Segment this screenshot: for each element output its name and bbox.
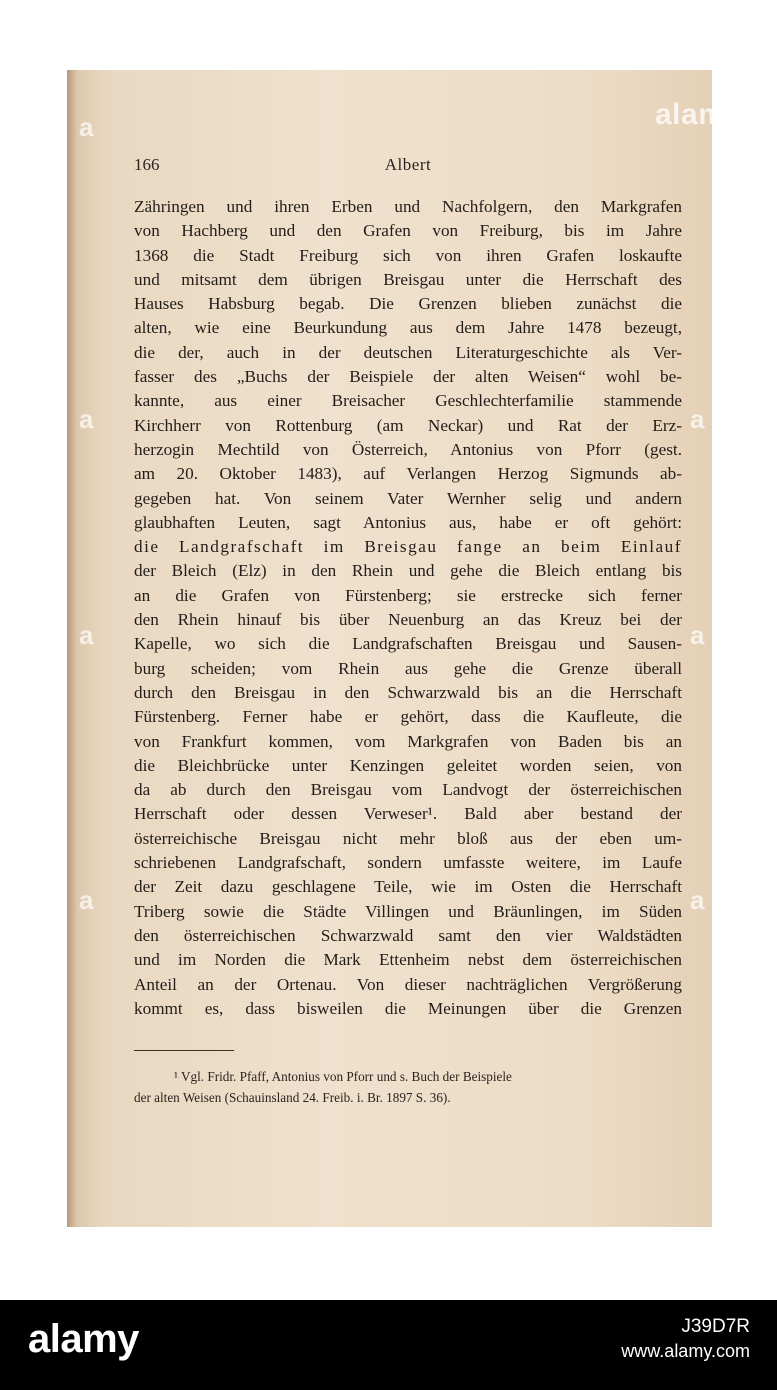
text-line: schriebenen Landgrafschaft, sondern umfasste weitere, im Laufe	[134, 853, 682, 873]
text-line: fasser des „Buchs der Beispiele der alten Weisen“ wohl be-	[134, 367, 682, 387]
watermark-brand: alam	[655, 98, 726, 131]
text-line: und mitsamt dem übrigen Breisgau unter die Herrschaft des	[134, 269, 682, 289]
text-line: von Hachberg und den Grafen von Freiburg, bis im Jahre	[134, 221, 682, 241]
text-line: Triberg sowie die Städte Villingen und Bräunlingen, im Süden	[134, 901, 682, 921]
text-line: die Bleichbrücke unter Kenzingen geleitet worden seien, von	[134, 755, 682, 775]
text-line: Hauses Habsburg begab. Die Grenzen blieben zunächst die	[134, 294, 682, 314]
text-line: die der, auch in der deutschen Literaturgeschichte als Ver-	[134, 342, 682, 362]
page-number: 166	[134, 155, 160, 174]
text-line: da ab durch den Breisgau vom Landvogt der österreichischen	[134, 780, 682, 800]
footnote-line: der alten Weisen (Schauinsland 24. Freib. i. Br. 1897 S. 36).	[134, 1090, 451, 1105]
text-line: gegeben hat. Von seinem Vater Wernher selig und andern	[134, 488, 682, 508]
text-line: 1368 die Stadt Freiburg sich von ihren Grafen loskaufte	[134, 245, 682, 265]
running-head: Albert	[384, 155, 432, 174]
stock-footer	[0, 1300, 777, 1390]
text-line: Kirchherr von Rottenburg (am Neckar) und Rat der Erz-	[134, 415, 682, 435]
text-line: und im Norden die Mark Ettenheim nebst dem österreichischen	[134, 950, 682, 970]
text-line: herzogin Mechtild von Österreich, Antonius von Pforr (gest.	[134, 439, 682, 459]
text-line: kannte, aus einer Breisacher Geschlechterfamilie stammende	[134, 391, 682, 411]
watermark-letter: a	[690, 404, 705, 434]
watermark-letter: a	[690, 885, 705, 915]
text-line: den österreichischen Schwarzwald samt den vier Waldstädten	[134, 925, 682, 945]
watermark-letter: a	[690, 620, 705, 650]
text-line: Anteil an der Ortenau. Von dieser nachträglichen Vergrößerung	[134, 974, 682, 994]
text-line: Kapelle, wo sich die Landgrafschaften Breisgau und Sausen-	[134, 634, 682, 654]
text-line: am 20. Oktober 1483), auf Verlangen Herzog Sigmunds ab-	[134, 464, 682, 484]
text-line: der Bleich (Elz) in den Rhein und gehe die Bleich entlang bis	[134, 561, 682, 581]
text-line: den Rhein hinauf bis über Neuenburg an das Kreuz bei der	[134, 610, 682, 630]
watermark-letter: a	[79, 112, 94, 142]
text-line: an die Grafen von Fürstenberg; sie erstrecke sich ferner	[134, 585, 682, 605]
footnote	[134, 1066, 682, 1108]
footnote-line: ¹ Vgl. Fridr. Pfaff, Antonius von Pforr und s. Buch der Beispiele	[174, 1069, 512, 1084]
text-line: kommt es, dass bisweilen die Meinungen über die Grenzen	[134, 998, 682, 1018]
image-id: J39D7R	[681, 1316, 750, 1337]
text-line: Herrschaft oder dessen Verweser¹. Bald aber bestand der	[134, 804, 682, 824]
text-line: der Zeit dazu geschlagene Teile, wie im Osten die Herrschaft	[134, 877, 682, 897]
stock-info	[621, 1314, 750, 1364]
watermark-letter: a	[79, 404, 94, 434]
body-text	[134, 195, 682, 1021]
text-line: österreichische Breisgau nicht mehr bloß aus der eben um-	[134, 828, 682, 848]
text-line: burg scheiden; vom Rhein aus gehe die Grenze überall	[134, 658, 682, 678]
text-line: die Landgrafschaft im Breisgau fange an beim Einlauf	[134, 537, 682, 557]
text-line: glaubhaften Leuten, sagt Antonius aus, habe er oft gehört:	[134, 512, 682, 532]
watermark-letter: a	[79, 620, 94, 650]
text-line: Zähringen und ihren Erben und Nachfolgern, den Markgrafen	[134, 197, 682, 216]
text-line: durch den Breisgau in den Schwarzwald bis an die Herrschaft	[134, 682, 682, 702]
page-header	[134, 155, 682, 177]
footnote-rule	[134, 1050, 234, 1051]
watermark-letter: a	[79, 885, 94, 915]
stock-url: www.alamy.com	[621, 1341, 750, 1361]
text-line: von Frankfurt kommen, vom Markgrafen von Baden bis an	[134, 731, 682, 751]
text-line: alten, wie eine Beurkundung aus dem Jahre 1478 bezeugt,	[134, 318, 682, 338]
text-line: Fürstenberg. Ferner habe er gehört, dass die Kaufleute, die	[134, 707, 682, 727]
scanned-page	[67, 70, 712, 1227]
stock-logo: alamy	[28, 1317, 139, 1361]
